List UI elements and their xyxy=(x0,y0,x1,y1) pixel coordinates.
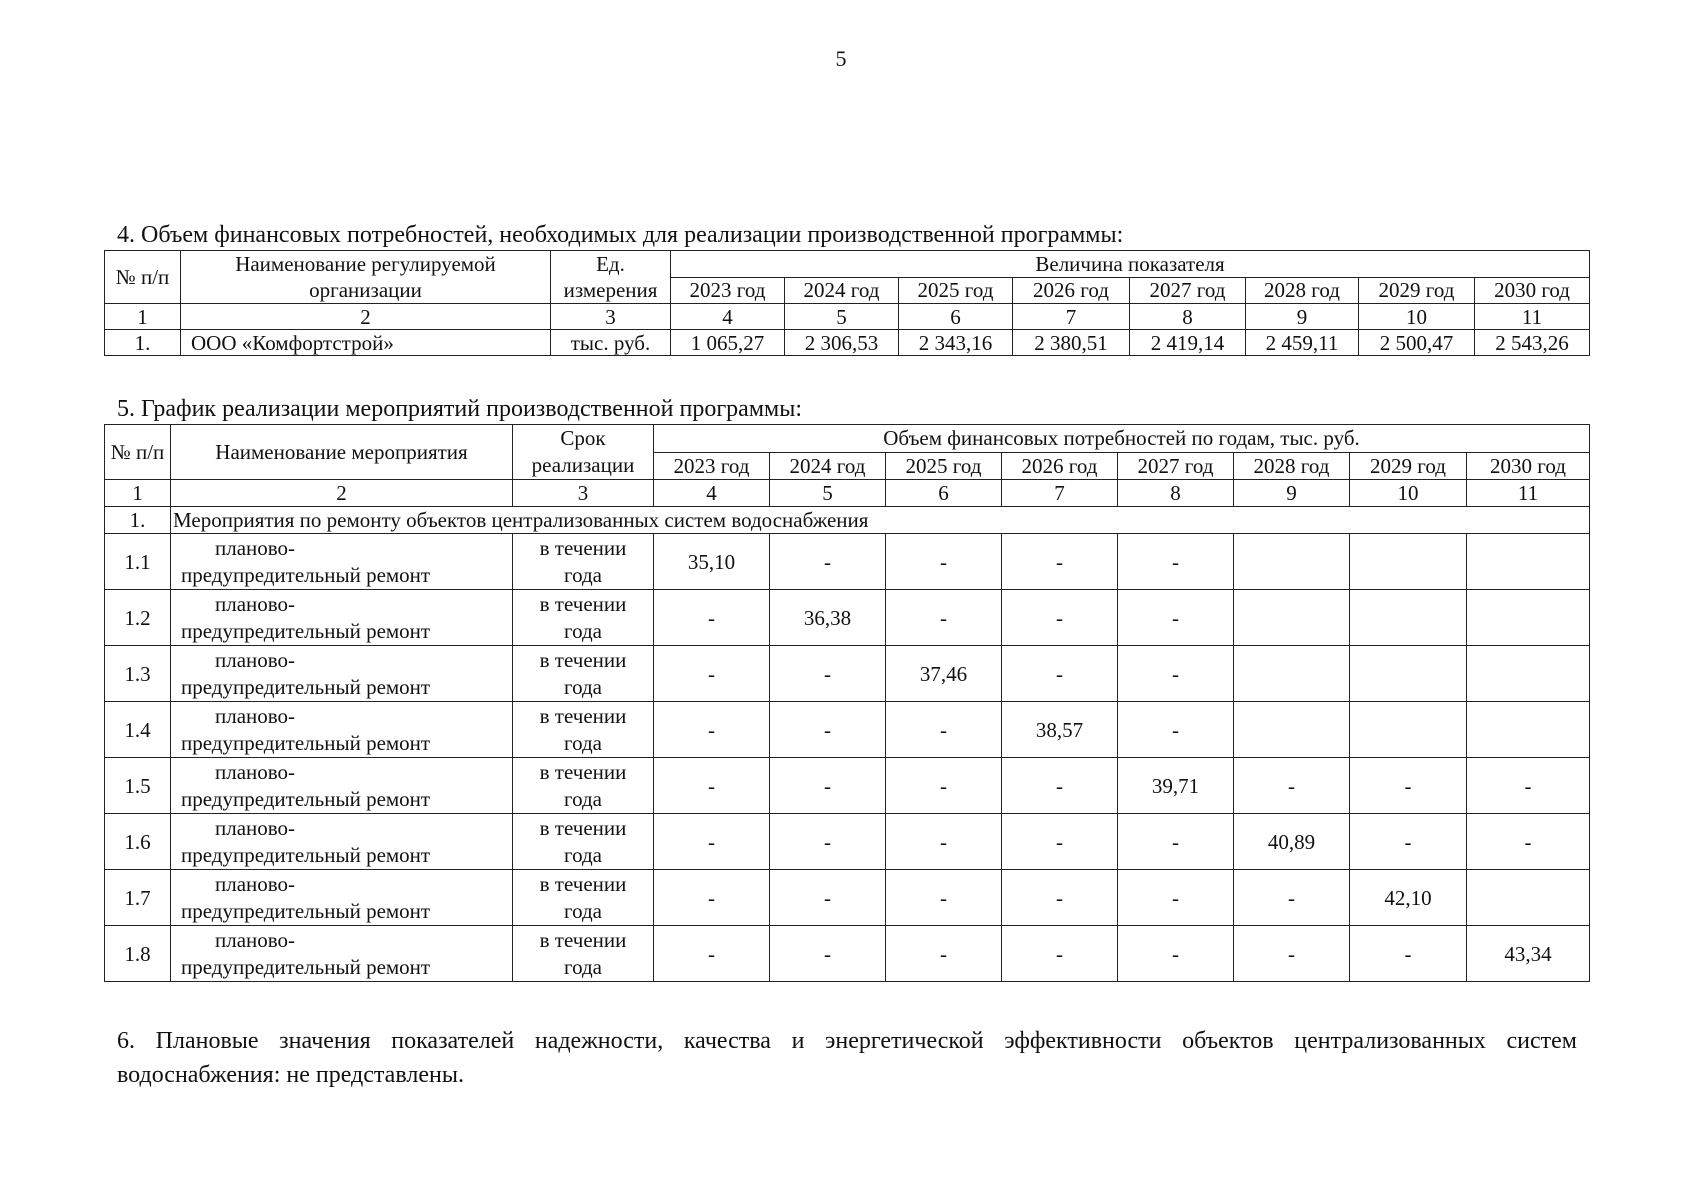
value-cell: 35,10 xyxy=(654,534,770,590)
value-cell: - xyxy=(886,926,1002,982)
header-year: 2026 год xyxy=(1013,277,1130,304)
header-year: 2023 год xyxy=(654,452,770,480)
header-year: 2027 год xyxy=(1130,277,1246,304)
value-cell xyxy=(1467,870,1590,926)
group-row xyxy=(105,507,1590,534)
activity-name-line2: предупредительный ремонт xyxy=(181,898,431,923)
term-line2: года xyxy=(564,730,602,755)
value-cell: 2 380,51 xyxy=(1013,330,1130,356)
activity-name xyxy=(171,590,513,646)
row-num: 1.8 xyxy=(105,926,171,982)
value-cell xyxy=(1467,534,1590,590)
column-number: 7 xyxy=(1013,304,1130,330)
column-number: 5 xyxy=(770,480,886,507)
value-cell: - xyxy=(1002,758,1118,814)
column-number: 7 xyxy=(1002,480,1118,507)
column-number: 5 xyxy=(785,304,899,330)
schedule-table xyxy=(104,424,1590,982)
activity-name xyxy=(171,814,513,870)
header-year: 2025 год xyxy=(899,277,1013,304)
activity-name xyxy=(171,534,513,590)
header-row-1 xyxy=(105,251,1590,278)
column-number: 4 xyxy=(654,480,770,507)
activity-name-line2: предупредительный ремонт xyxy=(181,842,431,867)
row-num: 1.3 xyxy=(105,646,171,702)
term-line1: в течении xyxy=(539,591,627,616)
value-cell: - xyxy=(886,702,1002,758)
value-cell: - xyxy=(886,758,1002,814)
group-label: Мероприятия по ремонту объектов централизованных систем водоснабжения xyxy=(171,507,1590,534)
value-cell: - xyxy=(654,646,770,702)
value-cell: 38,57 xyxy=(1002,702,1118,758)
value-cell: - xyxy=(886,870,1002,926)
term-line2: года xyxy=(564,898,602,923)
table-row xyxy=(105,926,1590,982)
value-cell: - xyxy=(654,702,770,758)
value-cell: - xyxy=(1234,870,1350,926)
table-row xyxy=(105,330,1590,356)
value-cell xyxy=(1350,646,1467,702)
value-cell: - xyxy=(886,814,1002,870)
activity-name-line1: планово- xyxy=(215,871,296,896)
value-cell: - xyxy=(770,870,886,926)
term-cell xyxy=(513,814,654,870)
activity-name-line2: предупредительный ремонт xyxy=(181,618,431,643)
column-number: 2 xyxy=(181,304,551,330)
activity-name-line2: предупредительный ремонт xyxy=(181,954,431,979)
value-cell: - xyxy=(1234,758,1350,814)
column-number: 9 xyxy=(1246,304,1359,330)
value-cell: - xyxy=(1002,814,1118,870)
value-cell: - xyxy=(1467,814,1590,870)
value-cell xyxy=(1350,534,1467,590)
value-cell xyxy=(1467,702,1590,758)
value-cell: - xyxy=(1118,590,1234,646)
header-num: № п/п xyxy=(105,425,171,480)
value-cell: 2 306,53 xyxy=(785,330,899,356)
value-cell: 39,71 xyxy=(1118,758,1234,814)
row-num: 1.2 xyxy=(105,590,171,646)
value-cell: 1 065,27 xyxy=(671,330,785,356)
value-cell: - xyxy=(886,590,1002,646)
value-cell: - xyxy=(770,926,886,982)
header-unit: Ед. измерения xyxy=(551,251,671,304)
header-year: 2024 год xyxy=(770,452,886,480)
value-cell: - xyxy=(1234,926,1350,982)
value-cell: - xyxy=(770,814,886,870)
column-number: 4 xyxy=(671,304,785,330)
activity-name xyxy=(171,646,513,702)
value-cell: 2 419,14 xyxy=(1130,330,1246,356)
page-number: 5 xyxy=(835,46,847,71)
row-num: 1.1 xyxy=(105,534,171,590)
unit: тыс. руб. xyxy=(551,330,671,356)
section-5-title: 5. График реализации мероприятий производственной программы: xyxy=(117,396,802,422)
term-cell xyxy=(513,926,654,982)
value-cell: - xyxy=(1118,702,1234,758)
value-cell: - xyxy=(1002,870,1118,926)
value-cell: 37,46 xyxy=(886,646,1002,702)
term-line1: в течении xyxy=(539,647,627,672)
value-cell: - xyxy=(1118,814,1234,870)
column-number: 8 xyxy=(1130,304,1246,330)
activity-name-line1: планово- xyxy=(215,647,296,672)
value-cell: - xyxy=(654,590,770,646)
value-cell: - xyxy=(1350,758,1467,814)
value-cell xyxy=(1350,590,1467,646)
term-cell xyxy=(513,646,654,702)
value-cell xyxy=(1350,702,1467,758)
value-cell xyxy=(1467,590,1590,646)
org-name: ООО «Комфортстрой» xyxy=(181,330,551,356)
value-cell: 2 543,26 xyxy=(1475,330,1590,356)
activity-name-line1: планово- xyxy=(215,815,296,840)
header-org: Наименование регулируемой организации xyxy=(181,251,551,304)
column-number: 11 xyxy=(1475,304,1590,330)
column-number: 11 xyxy=(1467,480,1590,507)
header-year: 2023 год xyxy=(671,277,785,304)
value-cell xyxy=(1234,590,1350,646)
activity-name-line1: планово- xyxy=(215,703,296,728)
activity-name-line1: планово- xyxy=(215,591,296,616)
value-cell: - xyxy=(654,926,770,982)
column-number: 3 xyxy=(551,304,671,330)
activity-name-line2: предупредительный ремонт xyxy=(181,786,431,811)
activity-name-line2: предупредительный ремонт xyxy=(181,674,431,699)
column-number: 1 xyxy=(105,480,171,507)
activity-name-line1: планово- xyxy=(215,759,296,784)
value-cell: - xyxy=(1002,534,1118,590)
value-cell: - xyxy=(770,758,886,814)
header-year: 2030 год xyxy=(1475,277,1590,304)
section-6-text: 6. Плановые значения показателей надежности, качества и энергетической эффективности объектов централизованных систем водоснабжения: не представлены. xyxy=(117,1028,1577,1088)
table-row xyxy=(105,702,1590,758)
header-year: 2027 год xyxy=(1118,452,1234,480)
term-line1: в течении xyxy=(539,871,627,896)
value-cell: 2 343,16 xyxy=(899,330,1013,356)
term-cell xyxy=(513,870,654,926)
value-cell: - xyxy=(654,870,770,926)
column-numbers-row xyxy=(105,304,1590,330)
value-cell xyxy=(1234,534,1350,590)
column-number: 8 xyxy=(1118,480,1234,507)
value-cell: 43,34 xyxy=(1467,926,1590,982)
row-num: 1.5 xyxy=(105,758,171,814)
column-number: 1 xyxy=(105,304,181,330)
header-num: № п/п xyxy=(105,251,181,304)
value-cell: - xyxy=(1002,926,1118,982)
group-num: 1. xyxy=(105,507,171,534)
header-name: Наименование мероприятия xyxy=(171,425,513,480)
column-number: 6 xyxy=(886,480,1002,507)
activity-name xyxy=(171,926,513,982)
row-num: 1. xyxy=(105,330,181,356)
table-row xyxy=(105,646,1590,702)
value-cell: - xyxy=(654,814,770,870)
row-num: 1.7 xyxy=(105,870,171,926)
term-cell xyxy=(513,534,654,590)
value-cell: 40,89 xyxy=(1234,814,1350,870)
table-row xyxy=(105,590,1590,646)
term-line2: года xyxy=(564,618,602,643)
value-cell: - xyxy=(1118,646,1234,702)
term-line1: в течении xyxy=(539,535,627,560)
value-cell: - xyxy=(1118,926,1234,982)
term-line1: в течении xyxy=(539,927,627,952)
term-cell xyxy=(513,758,654,814)
value-cell: 36,38 xyxy=(770,590,886,646)
term-line2: года xyxy=(564,562,602,587)
value-cell: - xyxy=(1350,814,1467,870)
table-row xyxy=(105,814,1590,870)
header-year: 2029 год xyxy=(1350,452,1467,480)
header-year: 2028 год xyxy=(1246,277,1359,304)
value-cell: - xyxy=(1002,590,1118,646)
column-numbers-row xyxy=(105,480,1590,507)
header-row-1 xyxy=(105,425,1590,453)
value-cell: 2 500,47 xyxy=(1359,330,1475,356)
activity-name xyxy=(171,702,513,758)
term-line1: в течении xyxy=(539,815,627,840)
term-line1: в течении xyxy=(539,759,627,784)
value-cell xyxy=(1234,702,1350,758)
term-cell xyxy=(513,590,654,646)
value-cell xyxy=(1234,646,1350,702)
header-year: 2030 год xyxy=(1467,452,1590,480)
activity-name xyxy=(171,870,513,926)
header-term: Срок реализации xyxy=(513,425,654,480)
column-number: 10 xyxy=(1359,304,1475,330)
value-cell: - xyxy=(770,646,886,702)
table-row xyxy=(105,870,1590,926)
value-cell: - xyxy=(1467,758,1590,814)
value-cell: - xyxy=(1350,926,1467,982)
term-line2: года xyxy=(564,842,602,867)
activity-name xyxy=(171,758,513,814)
activity-name-line2: предупредительный ремонт xyxy=(181,730,431,755)
value-cell: - xyxy=(1002,646,1118,702)
value-cell: 2 459,11 xyxy=(1246,330,1359,356)
term-cell xyxy=(513,702,654,758)
value-cell: 42,10 xyxy=(1350,870,1467,926)
header-year: 2029 год xyxy=(1359,277,1475,304)
table-row xyxy=(105,758,1590,814)
financial-needs-table xyxy=(104,250,1590,356)
column-number: 2 xyxy=(171,480,513,507)
value-cell xyxy=(1467,646,1590,702)
section-4-title: 4. Объем финансовых потребностей, необходимых для реализации производственной программы: xyxy=(117,222,1124,248)
term-line1: в течении xyxy=(539,703,627,728)
value-cell: - xyxy=(654,758,770,814)
value-cell: - xyxy=(770,702,886,758)
row-num: 1.4 xyxy=(105,702,171,758)
activity-name-line1: планово- xyxy=(215,535,296,560)
header-year: 2024 год xyxy=(785,277,899,304)
column-number: 9 xyxy=(1234,480,1350,507)
column-number: 3 xyxy=(513,480,654,507)
activity-name-line2: предупредительный ремонт xyxy=(181,562,431,587)
header-year: 2025 год xyxy=(886,452,1002,480)
row-num: 1.6 xyxy=(105,814,171,870)
header-year: 2028 год xyxy=(1234,452,1350,480)
column-number: 10 xyxy=(1350,480,1467,507)
activity-name-line1: планово- xyxy=(215,927,296,952)
term-line2: года xyxy=(564,674,602,699)
term-line2: года xyxy=(564,954,602,979)
value-cell: - xyxy=(1118,870,1234,926)
value-cell: - xyxy=(770,534,886,590)
header-group: Величина показателя xyxy=(671,251,1590,278)
table-row xyxy=(105,534,1590,590)
header-group: Объем финансовых потребностей по годам, тыс. руб. xyxy=(654,425,1590,453)
term-line2: года xyxy=(564,786,602,811)
value-cell: - xyxy=(1118,534,1234,590)
column-number: 6 xyxy=(899,304,1013,330)
header-year: 2026 год xyxy=(1002,452,1118,480)
value-cell: - xyxy=(886,534,1002,590)
